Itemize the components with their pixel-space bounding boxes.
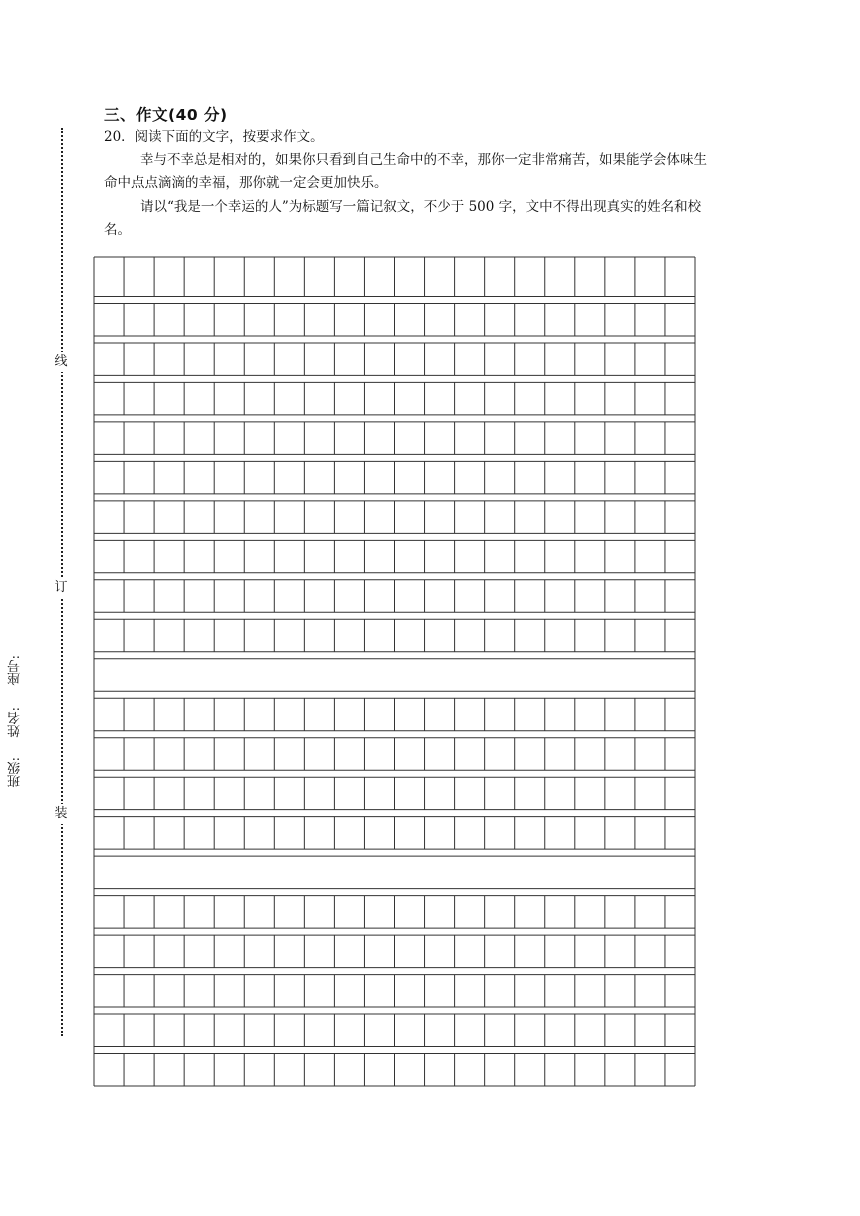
binding-char-zhuang: 装	[53, 804, 69, 824]
binding-char-line: 线	[53, 352, 69, 372]
class-label: 班级:	[8, 757, 23, 788]
name-label: 姓名:	[8, 707, 23, 738]
binding-char-ding: 订	[53, 578, 69, 598]
section-title: 三、作文(40 分)	[104, 106, 228, 124]
question-line: 幸与不幸总是相对的，如果你只看到自己生命中的不幸，那你一定非常痛苦，如果能学会体味生	[140, 152, 707, 168]
seat-label: 座号:	[8, 655, 23, 686]
question-line: 20．阅读下面的文字，按要求作文。	[104, 129, 324, 145]
question-line: 命中点点滴滴的幸福，那你就一定会更加快乐。	[104, 175, 388, 191]
question-line: 名。	[104, 222, 131, 238]
question-line: 请以“我是一个幸运的人”为标题写一篇记叙文，不少于 500 字，文中不得出现真实的姓名和校	[140, 199, 702, 215]
